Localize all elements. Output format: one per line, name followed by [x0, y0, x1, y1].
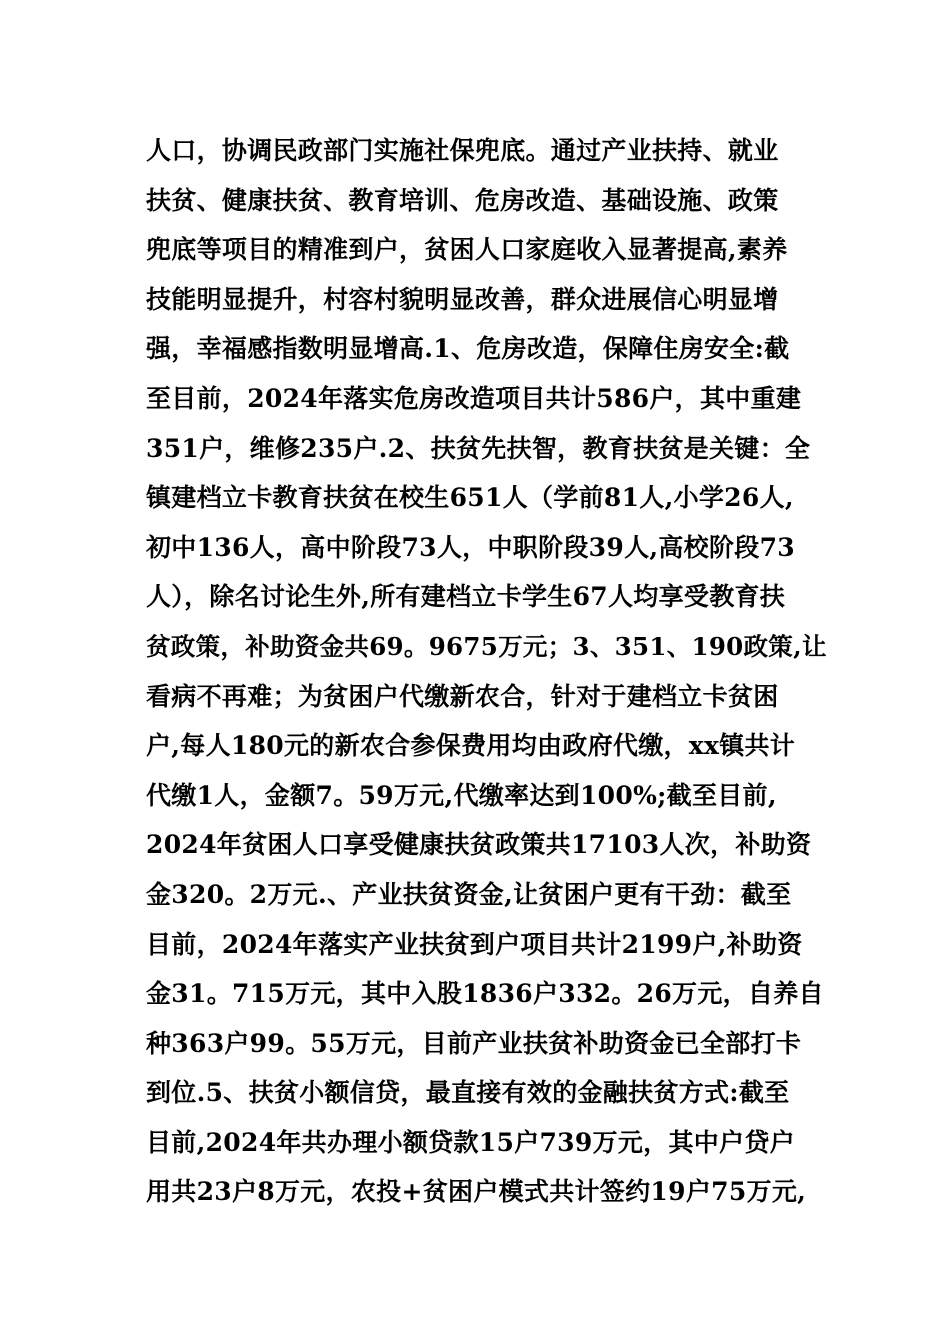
text-line: 2024年贫困人口享受健康扶贫政策共17103人次，补助资	[146, 830, 812, 860]
text-line: 强，幸福感指数明显增高.1、危房改造，保障住房安全:截	[146, 334, 790, 364]
text-line: 到位.5、扶贫小额信贷，最直接有效的金融扶贫方式:截至	[146, 1078, 790, 1108]
text-line: 种363户99。55万元，目前产业扶贫补助资金已全部打卡	[146, 1028, 802, 1058]
text-line: 目前,2024年共办理小额贷款15户739万元，其中户贷户	[146, 1127, 795, 1157]
text-line: 兜底等项目的精准到户，贫困人口家庭收入显著提高,素养	[146, 235, 788, 265]
text-line: 代缴1人，金额7。59万元,代缴率达到100%;截至目前,	[146, 780, 777, 810]
text-line: 人口，协调民政部门实施社保兜底。通过产业扶持、就业	[146, 136, 779, 165]
text-line: 贫政策，补助资金共69。9675万元；3、351、190政策,让	[146, 631, 827, 661]
text-line: 351户，维修235户.2、扶贫先扶智，教育扶贫是关键：全	[146, 433, 811, 463]
text-line: 初中136人，高中阶段73人，中职阶段39人,高校阶段73	[146, 532, 795, 562]
text-line: 用共23户8万元，农投+贫困户模式共计签约19户75万元,	[146, 1177, 807, 1207]
text-line: 看病不再难；为贫困户代缴新农合，针对于建档立卡贫困	[146, 681, 779, 711]
text-line: 金31。715万元，其中入股1836户332。26万元，自养自	[146, 979, 824, 1009]
text-line: 扶贫、健康扶贫、教育培训、危房改造、基础设施、政策	[146, 185, 779, 215]
text-line: 目前，2024年落实产业扶贫到户项目共计2199户,补助资	[146, 929, 803, 959]
text-line: 户,每人180元的新农合参保费用均由政府代缴，xx镇共计	[146, 731, 796, 761]
text-line: 人），除名讨论生外,所有建档立卡学生67人均享受教育扶	[146, 582, 786, 612]
text-line: 金320。2万元.、产业扶贫资金,让贫困户更有干劲：截至	[146, 879, 792, 909]
text-line: 镇建档立卡教育扶贫在校生651人（学前81人,小学26人,	[146, 483, 794, 513]
body-paragraph	[146, 126, 826, 1217]
text-line: 至目前，2024年落实危房改造项目共计586户，其中重建	[146, 383, 802, 413]
text-line: 技能明显提升，村容村貌明显改善，群众进展信心明显增	[146, 284, 779, 314]
